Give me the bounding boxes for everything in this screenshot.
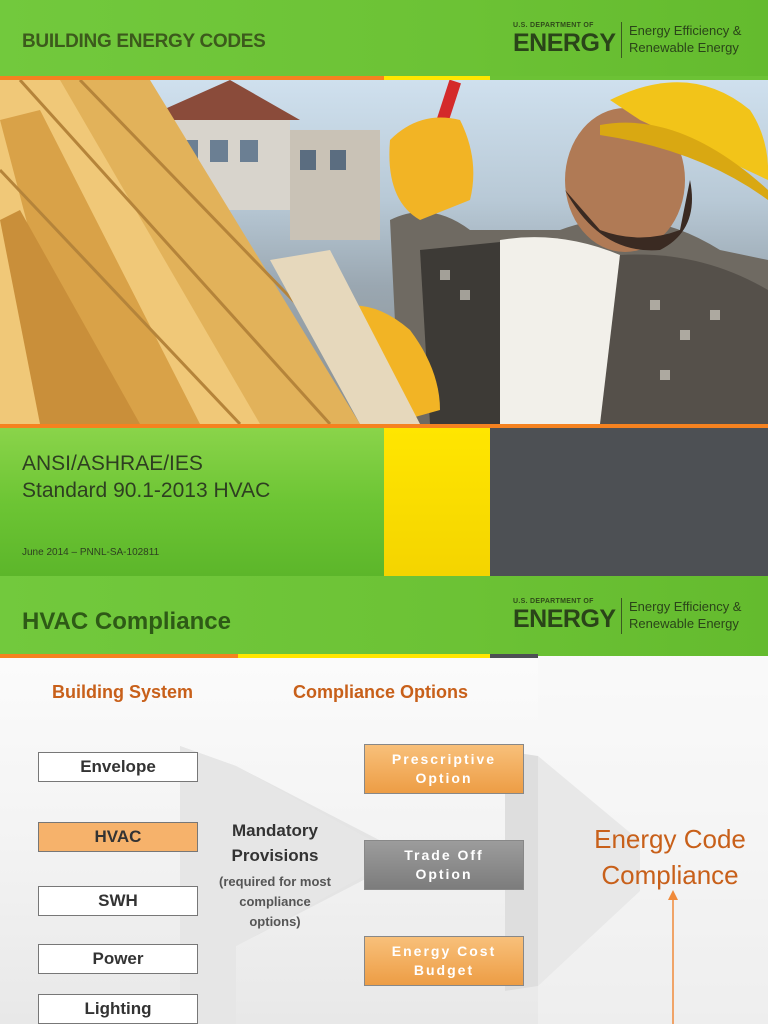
doe-dept-text: U.S. DEPARTMENT OF — [513, 598, 594, 605]
eere-line1: Energy Efficiency & — [629, 599, 742, 614]
energy-code-compliance — [572, 821, 768, 893]
doe-energy-text: ENERGY — [513, 605, 616, 633]
slide-title: HVAC Compliance — [22, 608, 231, 635]
title-line1: ANSI/ASHRAE/IES — [22, 452, 203, 475]
doe-logo — [513, 598, 763, 638]
system-lighting: Lighting — [38, 994, 198, 1024]
system-hvac: HVAC — [38, 822, 198, 852]
option-label-line2: Option — [415, 770, 473, 786]
mandatory-note-line3: options) — [249, 914, 301, 929]
system-power: Power — [38, 944, 198, 974]
yellow-panel — [384, 428, 490, 576]
logo-divider — [621, 22, 622, 58]
building-system-heading: Building System — [52, 682, 194, 702]
doe-logo — [513, 22, 763, 62]
option-energy-cost-budget — [364, 936, 524, 986]
option-label-line1: Trade Off — [404, 847, 484, 863]
presentation-title — [22, 450, 270, 504]
result-line2: Compliance — [601, 860, 739, 890]
eere-line2: Renewable Energy — [629, 616, 739, 631]
option-trade-off — [364, 840, 524, 890]
option-label-line1: Prescriptive — [391, 751, 497, 767]
title-line2: Standard 90.1-2013 HVAC — [22, 479, 271, 502]
option-label-line2: Option — [415, 866, 473, 882]
doe-dept-text: U.S. DEPARTMENT OF — [513, 22, 594, 29]
logo-divider — [621, 598, 622, 634]
option-label-line1: Energy Cost — [391, 943, 497, 959]
worker-photo — [0, 80, 768, 424]
mandatory-note-line1: (required for most — [219, 874, 331, 889]
stripe-gray — [490, 654, 538, 658]
mandatory-line2: Provisions — [231, 846, 319, 865]
stripe-yellow — [238, 654, 490, 658]
presentation-date: June 2014 – PNNL-SA-102811 — [22, 547, 160, 558]
gray-panel — [490, 428, 768, 576]
mandatory-note — [205, 872, 345, 932]
result-line1: Energy Code — [594, 824, 746, 854]
doe-energy-text: ENERGY — [513, 29, 616, 57]
hvac-compliance-slide — [0, 576, 768, 1024]
eere-line1: Energy Efficiency & — [629, 23, 742, 38]
system-envelope: Envelope — [38, 752, 198, 782]
option-label-line2: Budget — [413, 962, 475, 978]
mandatory-provisions — [210, 818, 340, 868]
eere-line2: Renewable Energy — [629, 40, 739, 55]
mandatory-line1: Mandatory — [232, 821, 318, 840]
mandatory-note-line2: compliance — [239, 894, 311, 909]
compliance-options-heading: Compliance Options — [293, 682, 469, 702]
stripe-orange — [0, 654, 238, 658]
header-title: BUILDING ENERGY CODES — [22, 31, 266, 52]
system-swh: SWH — [38, 886, 198, 916]
option-prescriptive — [364, 744, 524, 794]
